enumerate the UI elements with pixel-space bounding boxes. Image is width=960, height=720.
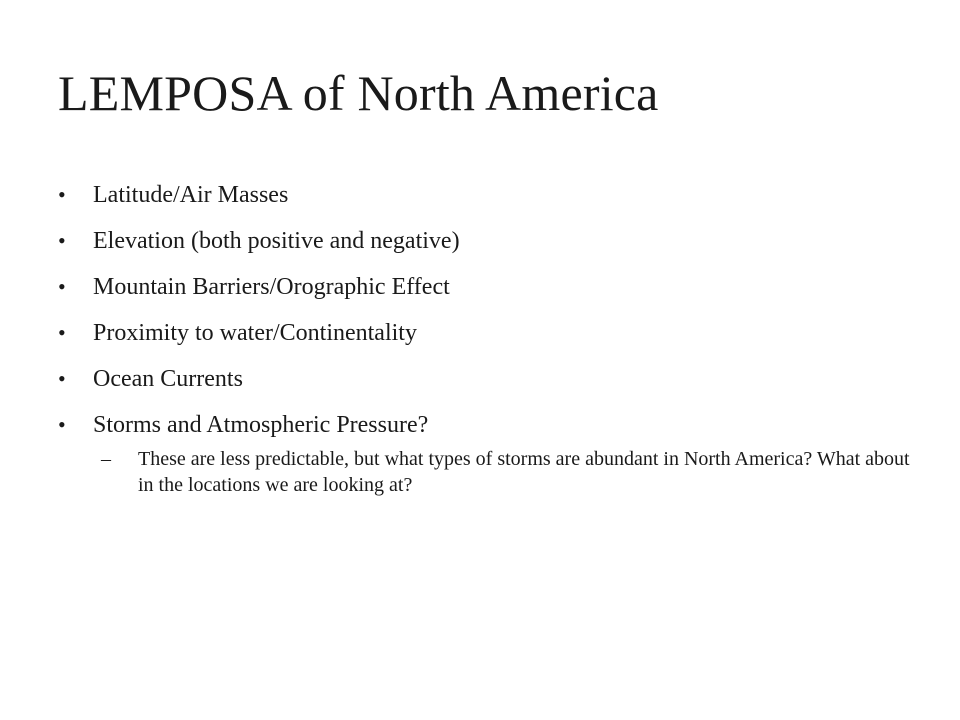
bullet-icon: • [58, 274, 66, 299]
dash-icon: – [101, 448, 111, 470]
bullet-icon: • [58, 366, 66, 391]
bullet-text: Mountain Barriers/Orographic Effect [93, 274, 450, 300]
bullet-text: Storms and Atmospheric Pressure? [93, 412, 429, 438]
sub-bullet-list [93, 446, 918, 498]
sub-bullet-item [93, 446, 918, 498]
bullet-item [58, 402, 918, 498]
bullet-item [58, 264, 918, 310]
bullet-icon: • [58, 412, 66, 437]
bullet-text: Ocean Currents [93, 366, 243, 392]
slide-title: LEMPOSA of North America [58, 65, 659, 121]
bullet-icon: • [58, 182, 66, 207]
bullet-text: Elevation (both positive and negative) [93, 228, 460, 254]
bullet-icon: • [58, 228, 66, 253]
bullet-icon: • [58, 320, 66, 345]
sub-bullet-text: These are less predictable, but what types of storms are abundant in North America? What about in the locations we are looking at? [138, 448, 910, 496]
bullet-item [58, 356, 918, 402]
bullet-text: Latitude/Air Masses [93, 182, 289, 208]
bullet-item [58, 218, 918, 264]
bullet-text: Proximity to water/Continentality [93, 320, 417, 346]
bullet-item [58, 172, 918, 218]
bullet-list [58, 172, 918, 498]
bullet-item [58, 310, 918, 356]
